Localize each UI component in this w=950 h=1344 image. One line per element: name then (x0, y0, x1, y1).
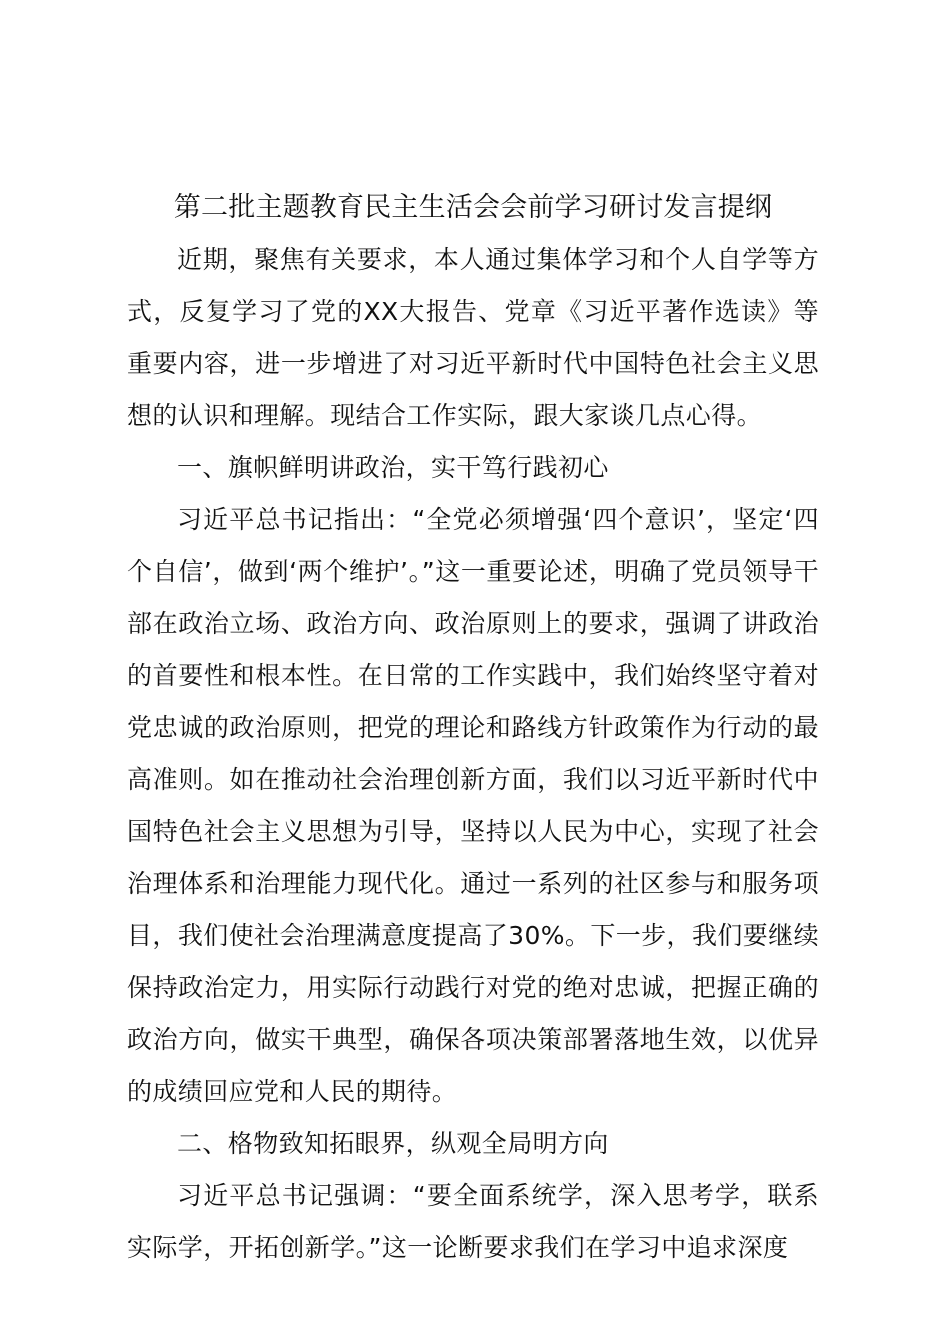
intro-paragraph: 近期，聚焦有关要求，本人通过集体学习和个人自学等方式，反复学习了党的XX大报告、党章《习近平著作选读》等重要内容，进一步增进了对习近平新时代中国特色社会主义思想的认识和理解。现结合工作实际，跟大家谈几点心得。 (127, 245, 819, 430)
document-title: 第二批主题教育民主生活会会前学习研讨发言提纲 (173, 192, 773, 223)
section-2-paragraph: 习近平总书记强调：“要全面系统学，深入思考学，联系实际学，开拓创新学。”这一论断要求我们在学习中追求深度 (127, 1181, 819, 1262)
document-body (127, 182, 819, 1274)
section-1-heading: 一、旗帜鲜明讲政治，实干笃行践初心 (177, 453, 609, 482)
section-1-paragraph: 习近平总书记指出：“全党必须增强‘四个意识’，坚定‘四个自信’，做到‘两个维护’。”这一重要论述，明确了党员领导干部在政治立场、政治方向、政治原则上的要求，强调了讲政治的首要性和根本性。在日常的工作实践中，我们始终坚守着对党忠诚的政治原则，把党的理论和路线方针政策作为行动的最高准则。如在推动社会治理创新方面，我们以习近平新时代中国特色社会主义思想为引导，坚持以人民为中心，实现了社会治理体系和治理能力现代化。通过一系列的社区参与和服务项目，我们使社会治理满意度提高了30%。下一步，我们要继续保持政治定力，用实际行动践行对党的绝对忠诚，把握正确的政治方向，做实干典型，确保各项决策部署落地生效，以优异的成绩回应党和人民的期待。 (127, 505, 819, 1106)
section-2-heading: 二、格物致知拓眼界，纵观全局明方向 (177, 1129, 609, 1158)
